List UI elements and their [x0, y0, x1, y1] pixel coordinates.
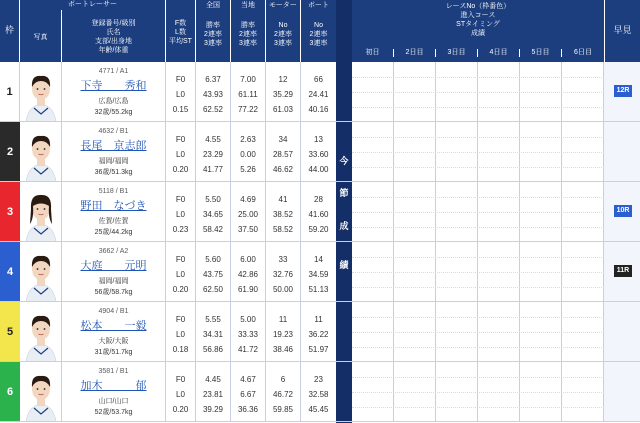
boat-stats-value: 44.00	[308, 165, 329, 174]
motor-stats-value: 50.00	[272, 285, 294, 294]
racer-name-link[interactable]: 加木 郁	[80, 380, 147, 392]
header-regno-label: 登録番号/級別	[91, 20, 136, 27]
racer-info	[62, 182, 166, 241]
grid-divider	[352, 227, 604, 228]
national-rates-value: 5.50	[205, 195, 221, 204]
grid-divider	[352, 347, 604, 348]
registration-number: 4904 / B1	[98, 308, 129, 315]
grid-divider	[352, 137, 604, 138]
header-national-label: 全国	[206, 2, 220, 9]
local-rates-value: 61.90	[237, 285, 259, 294]
header-national	[196, 0, 231, 62]
f-count: F0	[175, 315, 186, 324]
local-rates	[231, 242, 266, 301]
local-rates-value: 6.00	[240, 255, 256, 264]
header-early-label: 早見	[613, 25, 632, 35]
boat-stats-value: 23	[314, 375, 323, 384]
grid-divider	[352, 332, 604, 333]
avg-st: 0.20	[172, 165, 189, 174]
early-race-cell	[604, 122, 640, 181]
season-results-grid	[352, 122, 604, 181]
tab-day-2[interactable]: 2日目	[394, 49, 436, 57]
racer-avatar-icon	[20, 362, 62, 421]
racer-name-link[interactable]: 松本 一毅	[80, 320, 147, 332]
local-rates	[231, 362, 266, 421]
motor-stats	[266, 242, 301, 301]
early-race-cell	[604, 362, 640, 421]
boat-stats-value: 51.13	[308, 285, 329, 294]
racer-photo	[20, 362, 62, 421]
racer-info	[62, 302, 166, 361]
national-rates-value: 4.45	[205, 375, 221, 384]
racer-avatar-icon	[20, 242, 62, 301]
l-count: L0	[176, 390, 185, 399]
racer-photo	[20, 62, 62, 121]
header-boat-2ren: 2連率	[309, 31, 328, 38]
racer-avatar-icon	[20, 302, 62, 361]
local-rates-value: 4.69	[240, 195, 256, 204]
tab-day-6[interactable]: 6日目	[574, 49, 592, 56]
national-rates-value: 62.52	[202, 105, 224, 114]
grid-divider	[352, 392, 604, 393]
local-rates-value: 5.00	[240, 315, 256, 324]
boat-stats	[301, 242, 336, 301]
st-stats	[166, 242, 196, 301]
grid-divider	[352, 152, 604, 153]
frame-number: 5	[0, 302, 20, 361]
racer-avatar-icon	[20, 62, 62, 121]
national-rates-value: 5.55	[205, 315, 221, 324]
motor-stats	[266, 182, 301, 241]
motor-stats	[266, 302, 301, 361]
header-branch-label: 支部/出身地	[95, 38, 132, 45]
grid-divider	[352, 317, 604, 318]
motor-stats-value: 59.85	[272, 405, 294, 414]
header-motor-no: No	[278, 22, 288, 29]
age-weight: 31歳/51.7kg	[94, 349, 133, 356]
local-rates-value: 7.00	[240, 75, 256, 84]
age-weight: 25歳/44.2kg	[94, 229, 133, 236]
national-rates	[196, 362, 231, 421]
st-stats	[166, 302, 196, 361]
header-name-label: 氏名	[106, 29, 121, 36]
racer-info	[62, 62, 166, 121]
motor-stats-value: 33	[278, 255, 288, 264]
header-st-timing: STタイミング	[456, 21, 500, 28]
local-rates-value: 6.67	[240, 390, 256, 399]
header-result: 成績	[471, 30, 485, 37]
local-rates-value: 0.00	[240, 150, 256, 159]
boat-stats-value: 36.22	[308, 330, 329, 339]
racer-photo	[20, 182, 62, 241]
header-national-3ren: 3連率	[204, 40, 222, 47]
header-national-2ren: 2連率	[204, 31, 222, 38]
motor-stats-value: 12	[278, 75, 288, 84]
header-motor	[266, 0, 301, 62]
local-rates-value: 61.11	[238, 90, 258, 99]
local-rates	[231, 62, 266, 121]
motor-stats-value: 41	[278, 195, 288, 204]
national-rates	[196, 182, 231, 241]
header-race-info	[352, 0, 604, 44]
separator-char: 績	[339, 260, 349, 270]
boat-stats-value: 34.59	[308, 270, 329, 279]
boat-stats	[301, 122, 336, 181]
motor-stats-value: 38.52	[272, 210, 294, 219]
season-results-grid	[352, 302, 604, 361]
boat-stats-value: 13	[314, 135, 323, 144]
age-weight: 36歳/51.3kg	[94, 169, 133, 176]
st-stats	[166, 62, 196, 121]
motor-stats-value: 35.29	[272, 90, 294, 99]
header-f-label: F数	[174, 20, 187, 27]
header-l-label: L数	[175, 29, 186, 36]
header-course: 進入コース	[460, 12, 496, 19]
grid-divider	[352, 257, 604, 258]
grid-divider	[352, 272, 604, 273]
national-rates-value: 34.31	[202, 330, 224, 339]
national-rates-value: 39.29	[202, 405, 224, 414]
age-weight: 52歳/53.7kg	[94, 409, 133, 416]
boat-stats	[301, 182, 336, 241]
season-results-grid	[352, 62, 604, 121]
early-race-cell	[604, 182, 640, 241]
header-st	[166, 0, 196, 62]
racer-photo	[20, 242, 62, 301]
motor-stats-value: 32.76	[272, 270, 294, 279]
tab-day-4[interactable]: 4日目	[478, 49, 520, 57]
motor-stats	[266, 62, 301, 121]
registration-number: 3662 / A2	[98, 248, 129, 255]
racer-name-link[interactable]: 野田 なづき	[80, 200, 147, 212]
boat-stats-value: 59.20	[308, 225, 329, 234]
header-national-win: 勝率	[206, 22, 220, 29]
motor-stats-value: 28.57	[272, 150, 294, 159]
header-boat-racer-label: ボートレーサー	[68, 1, 117, 8]
header-age-label: 年齢/体重	[98, 47, 129, 54]
grid-divider	[352, 287, 604, 288]
local-rates	[231, 302, 266, 361]
st-stats	[166, 182, 196, 241]
boat-stats	[301, 302, 336, 361]
racer-info	[62, 122, 166, 181]
header-boat-label: ボート	[308, 2, 329, 9]
motor-stats-value: 61.03	[272, 105, 294, 114]
l-count: L0	[176, 150, 185, 159]
national-rates-value: 23.81	[202, 390, 224, 399]
frame-number: 6	[0, 362, 20, 421]
motor-stats-value: 46.62	[272, 165, 294, 174]
header-local-3ren: 3連率	[239, 40, 257, 47]
local-rates	[231, 122, 266, 181]
header-frame-label: 枠	[4, 25, 14, 35]
l-count: L0	[176, 210, 185, 219]
national-rates-value: 34.65	[202, 210, 224, 219]
header-local-label: 当地	[241, 2, 255, 9]
header-local-win: 勝率	[241, 22, 255, 29]
national-rates	[196, 302, 231, 361]
header-motor-3ren: 3連率	[274, 40, 292, 47]
racer-row	[0, 302, 640, 362]
early-race-cell	[604, 242, 640, 301]
local-rates	[231, 182, 266, 241]
branch-origin: 福岡/福岡	[98, 158, 129, 165]
grid-divider	[352, 107, 604, 108]
f-count: F0	[175, 135, 186, 144]
national-rates-value: 5.60	[205, 255, 221, 264]
motor-stats-value: 19.23	[272, 330, 294, 339]
branch-origin: 山口/山口	[98, 398, 129, 405]
early-race-cell	[604, 62, 640, 121]
racer-row	[0, 122, 640, 182]
avg-st: 0.15	[172, 105, 189, 114]
age-weight: 32歳/55.2kg	[94, 109, 133, 116]
header-racer-fields	[62, 10, 166, 62]
racer-row	[0, 62, 640, 122]
racer-name-link[interactable]: 長尾 京志郎	[80, 140, 147, 152]
national-rates-value: 58.42	[202, 225, 224, 234]
frame-number: 1	[0, 62, 20, 121]
national-rates	[196, 62, 231, 121]
national-rates-value: 23.29	[202, 150, 224, 159]
grid-divider	[352, 377, 604, 378]
season-results-grid	[352, 242, 604, 301]
grid-divider	[352, 197, 604, 198]
tab-day-1[interactable]: 初日	[352, 49, 394, 57]
local-rates-value: 42.86	[237, 270, 259, 279]
grid-divider	[352, 407, 604, 408]
branch-origin: 佐賀/佐賀	[98, 218, 129, 225]
racer-info	[62, 242, 166, 301]
racer-name-link[interactable]: 下寺 秀和	[80, 80, 147, 92]
header-days	[352, 44, 604, 62]
national-rates-value: 43.93	[202, 90, 224, 99]
frame-number: 2	[0, 122, 20, 181]
racer-row	[0, 182, 640, 242]
national-rates-value: 6.37	[205, 75, 221, 84]
national-rates	[196, 122, 231, 181]
early-race-cell	[604, 302, 640, 361]
header-photo	[20, 10, 62, 62]
motor-stats-value: 11	[278, 315, 288, 324]
st-stats	[166, 122, 196, 181]
header-local	[231, 0, 266, 62]
motor-stats-value: 58.52	[272, 225, 294, 234]
racer-name-link[interactable]: 大庭 元明	[80, 260, 147, 272]
local-rates-value: 5.26	[240, 165, 256, 174]
branch-origin: 広島/広島	[98, 98, 129, 105]
l-count: L0	[176, 330, 185, 339]
frame-number: 4	[0, 242, 20, 301]
header-boat-no: No	[314, 22, 323, 29]
header-avg-st-label: 平均ST	[169, 38, 192, 45]
racer-avatar-icon	[20, 182, 62, 241]
motor-stats	[266, 362, 301, 421]
boat-stats-value: 11	[314, 315, 323, 324]
local-rates-value: 77.22	[237, 105, 259, 114]
f-count: F0	[175, 255, 186, 264]
header-boat	[301, 0, 336, 62]
boat-stats-value: 24.41	[308, 90, 329, 99]
avg-st: 0.18	[172, 345, 189, 354]
local-rates-value: 41.72	[237, 345, 259, 354]
national-rates-value: 41.77	[202, 165, 224, 174]
avg-st: 0.20	[172, 405, 189, 414]
boat-stats-value: 32.58	[308, 390, 329, 399]
national-rates-value: 4.55	[205, 135, 221, 144]
boat-stats-value: 51.97	[308, 345, 329, 354]
local-rates-value: 2.63	[240, 135, 256, 144]
grid-divider	[352, 92, 604, 93]
f-count: F0	[175, 195, 186, 204]
header-early	[604, 0, 640, 62]
registration-number: 3581 / B1	[98, 368, 129, 375]
header-boat-3ren: 3連率	[309, 40, 328, 47]
header-frame	[0, 0, 20, 62]
racer-avatar-icon	[20, 122, 62, 181]
boat-stats-value: 33.60	[308, 150, 329, 159]
registration-number: 4632 / B1	[98, 128, 129, 135]
racer-photo	[20, 302, 62, 361]
separator-char: 節	[339, 188, 349, 198]
racer-row	[0, 242, 640, 302]
avg-st: 0.20	[172, 285, 189, 294]
national-rates-value: 62.50	[202, 285, 224, 294]
header-motor-2ren: 2連率	[274, 31, 292, 38]
l-count: L0	[176, 270, 185, 279]
boat-stats	[301, 362, 336, 421]
racer-row	[0, 362, 640, 422]
header-photo-label: 写真	[33, 34, 48, 41]
branch-origin: 大阪/大阪	[98, 338, 129, 345]
tab-day-3[interactable]: 3日目	[436, 49, 478, 57]
season-results-grid	[352, 362, 604, 421]
boat-stats-value: 41.60	[308, 210, 329, 219]
separator-char: 今	[339, 156, 349, 166]
local-rates-value: 4.67	[240, 375, 256, 384]
grid-divider	[352, 77, 604, 78]
boat-stats-value: 45.45	[308, 405, 329, 414]
tab-day-5[interactable]: 5日目	[520, 49, 562, 57]
st-stats	[166, 362, 196, 421]
f-count: F0	[175, 75, 186, 84]
registration-number: 5118 / B1	[98, 188, 129, 195]
national-rates	[196, 242, 231, 301]
grid-divider	[352, 212, 604, 213]
boat-stats-value: 28	[314, 195, 323, 204]
motor-stats-value: 6	[280, 375, 286, 384]
header-motor-label: モーター	[269, 2, 297, 9]
boat-stats-value: 66	[314, 75, 323, 84]
local-rates-value: 37.50	[237, 225, 259, 234]
motor-stats-value: 46.72	[272, 390, 294, 399]
motor-stats	[266, 122, 301, 181]
age-weight: 56歳/58.7kg	[94, 289, 133, 296]
separator-char: 成	[339, 221, 349, 231]
branch-origin: 福岡/福岡	[98, 278, 129, 285]
header-boat-racer	[20, 0, 166, 10]
local-rates-value: 25.00	[237, 210, 259, 219]
local-rates-value: 36.36	[237, 405, 259, 414]
racer-info	[62, 362, 166, 421]
boat-stats	[301, 62, 336, 121]
boat-stats-value: 40.16	[308, 105, 329, 114]
l-count: L0	[176, 90, 185, 99]
grid-divider	[352, 167, 604, 168]
registration-number: 4771 / A1	[98, 68, 129, 75]
motor-stats-value: 38.46	[272, 345, 294, 354]
local-rates-value: 33.33	[237, 330, 259, 339]
early-race-badge[interactable]: 11R	[614, 265, 632, 277]
national-rates-value: 43.75	[202, 270, 224, 279]
header-local-2ren: 2連率	[239, 31, 257, 38]
season-results-grid	[352, 182, 604, 241]
motor-stats-value: 34	[278, 135, 288, 144]
avg-st: 0.23	[172, 225, 189, 234]
header-race-no: レースNo（枠番色）	[445, 3, 511, 10]
f-count: F0	[175, 375, 186, 384]
early-race-badge[interactable]: 10R	[614, 205, 632, 217]
frame-number: 3	[0, 182, 20, 241]
national-rates-value: 56.86	[202, 345, 224, 354]
racer-photo	[20, 122, 62, 181]
boat-stats-value: 14	[314, 255, 323, 264]
early-race-badge[interactable]: 12R	[614, 85, 632, 97]
